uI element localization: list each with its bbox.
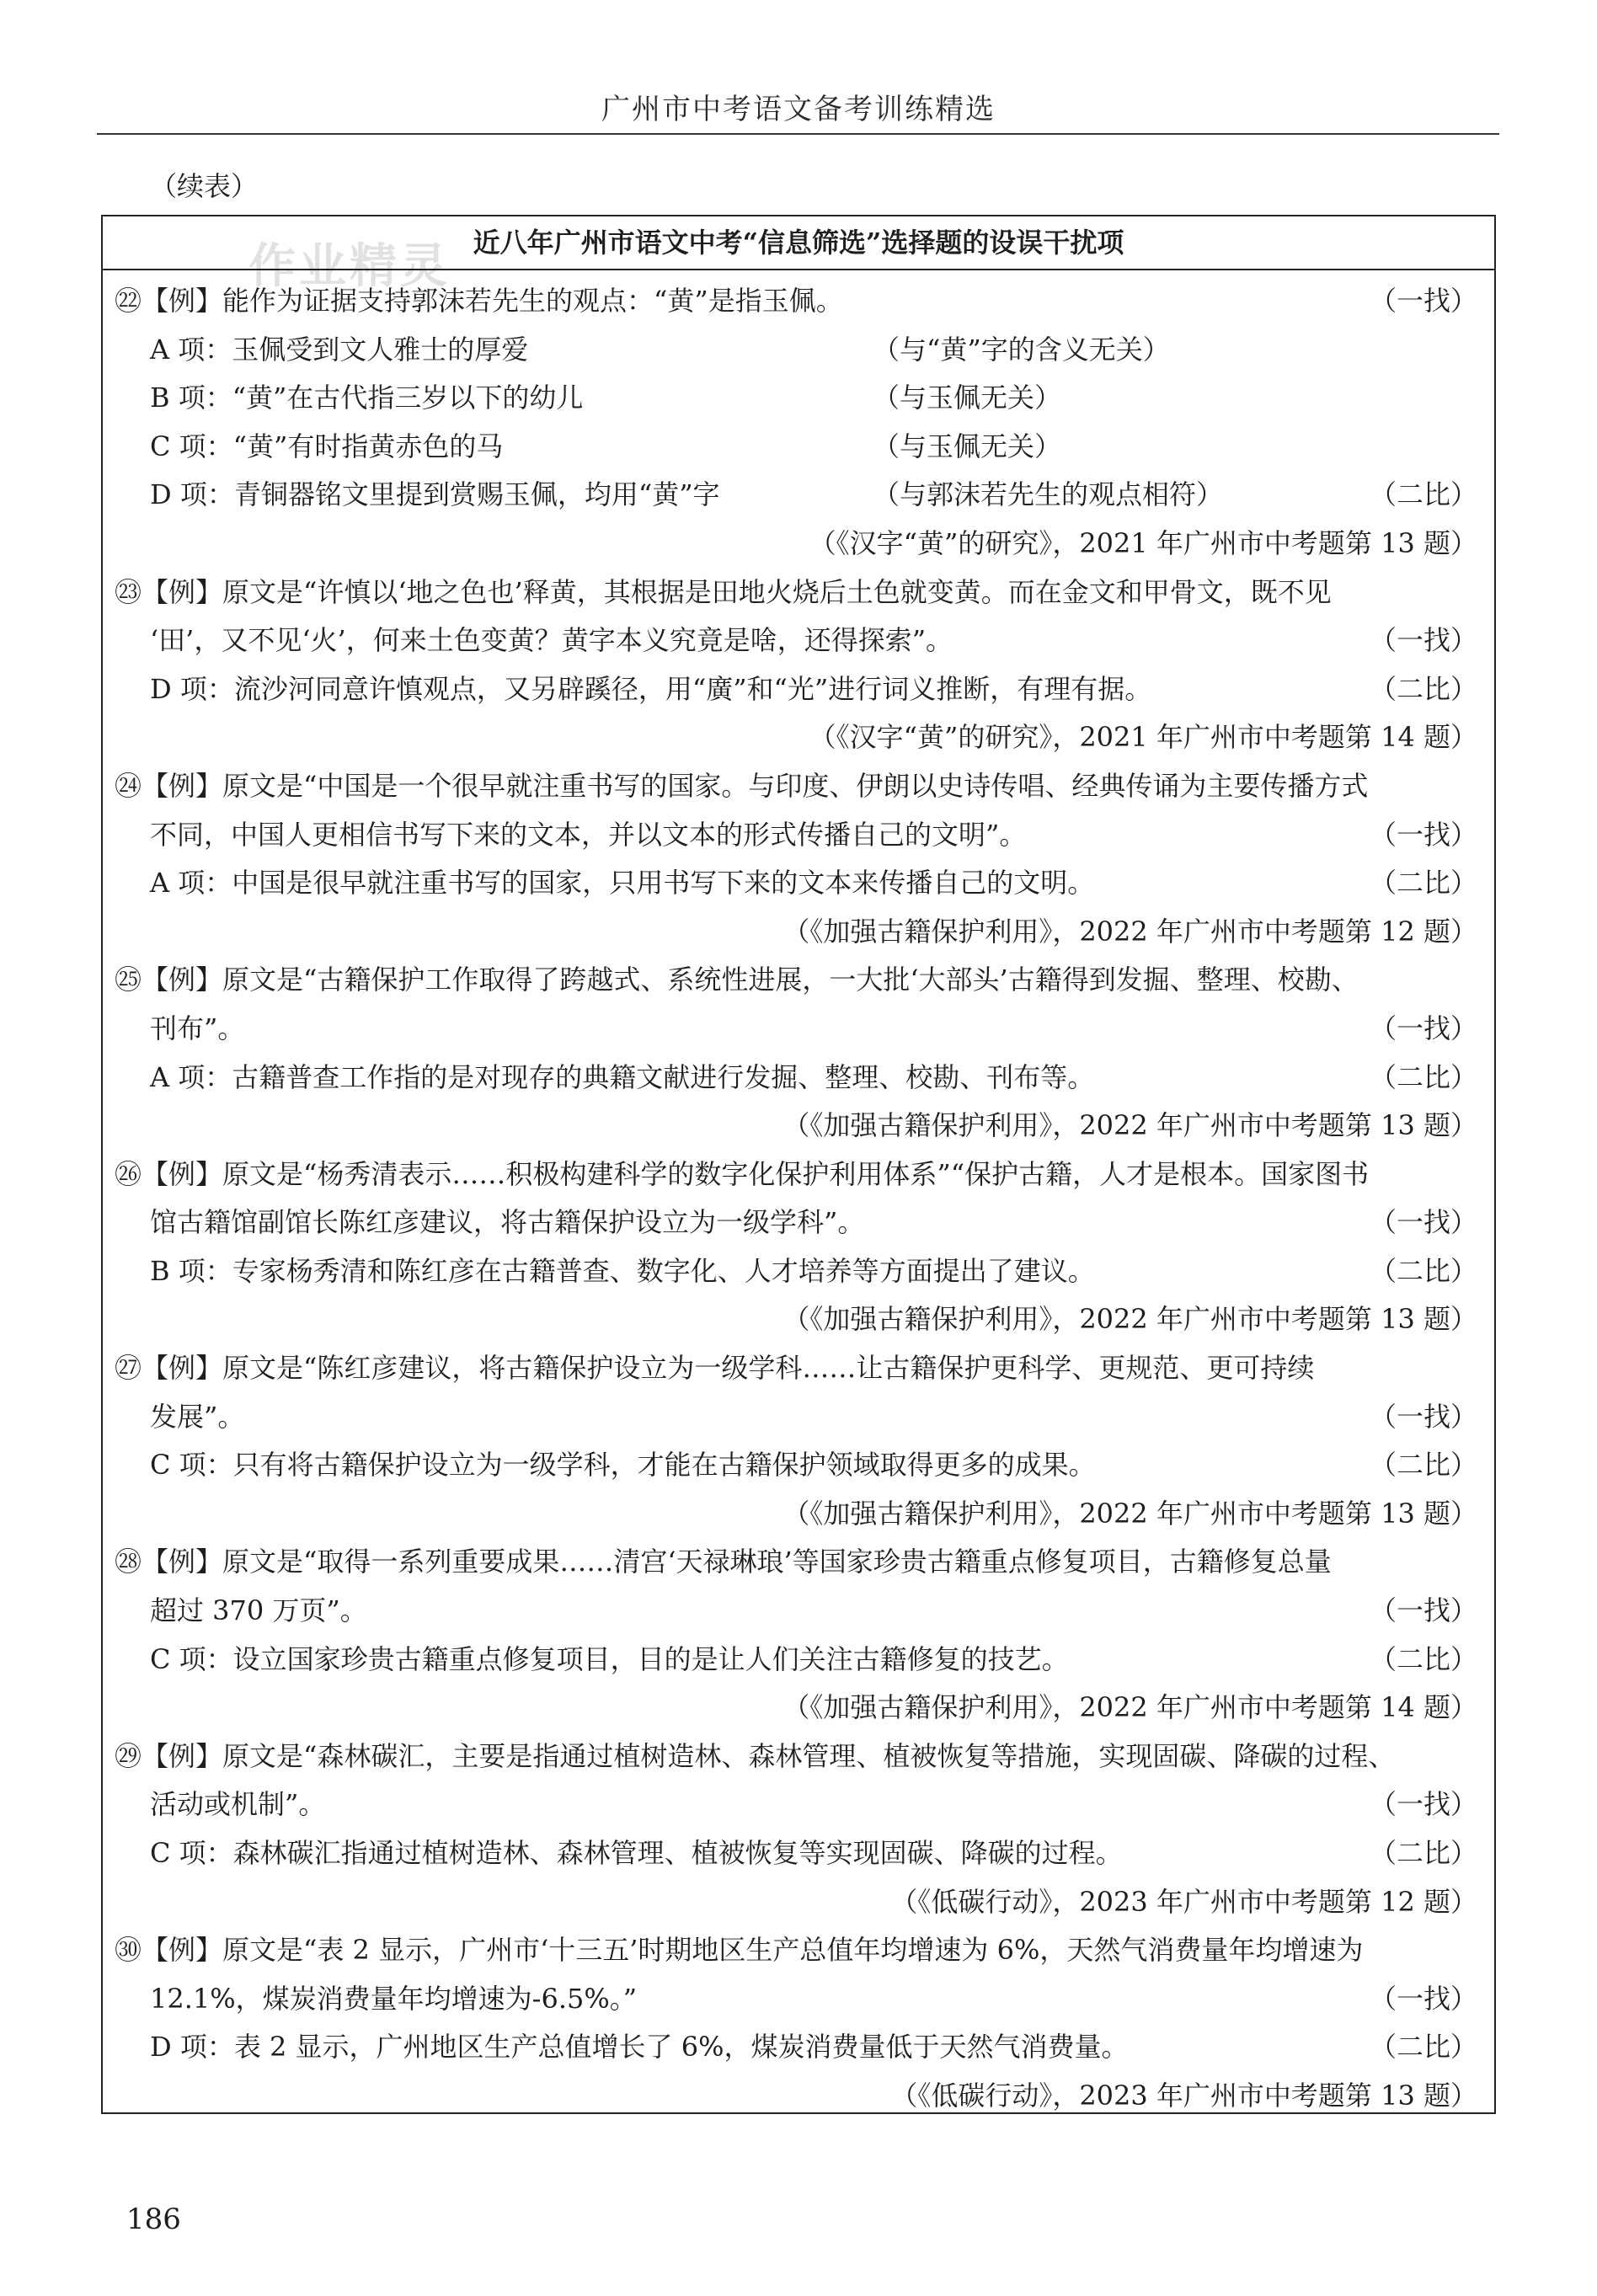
entry-line bbox=[115, 762, 1477, 811]
entry-line bbox=[115, 2023, 1477, 2072]
entry-text: ㉖【例】原文是“杨秀清表示……积极构建科学的数字化保护利用体系”“保护古籍，人才是根本。国家图书 bbox=[115, 1157, 1370, 1190]
table-title: 近八年广州市语文中考“信息筛选”选择题的设误干扰项 bbox=[103, 216, 1494, 270]
entry-source: （《低碳行动》，2023 年广州市中考题第 13 题） bbox=[890, 2079, 1477, 2112]
continued-label: （续表） bbox=[150, 170, 259, 202]
step-tag: （二比） bbox=[1369, 1254, 1477, 1287]
example-entry bbox=[115, 956, 1477, 1150]
step-tag: （一找） bbox=[1369, 285, 1477, 317]
step-tag: （二比） bbox=[1369, 478, 1477, 511]
step-tag: （一找） bbox=[1369, 1012, 1477, 1044]
header-rule bbox=[97, 133, 1499, 135]
step-tag: （一找） bbox=[1369, 1982, 1477, 2015]
entry-note: （与郭沫若先生的观点相符） bbox=[873, 478, 1224, 511]
step-tag: （一找） bbox=[1369, 624, 1477, 657]
step-tag: （二比） bbox=[1369, 2031, 1477, 2064]
entry-text: 刊布”。 bbox=[150, 1012, 245, 1044]
entry-text: 超过 370 万页”。 bbox=[150, 1594, 367, 1627]
entry-text: A 项：中国是很早就注重书写的国家，只用书写下来的文本来传播自己的文明。 bbox=[150, 867, 1095, 900]
entry-line bbox=[115, 1441, 1477, 1490]
entry-text: C 项：只有将古籍保护设立为一级学科，才能在古籍保护领域取得更多的成果。 bbox=[150, 1449, 1096, 1482]
entry-line bbox=[115, 423, 1477, 472]
step-tag: （一找） bbox=[1369, 1594, 1477, 1627]
entry-text: ㉒【例】能作为证据支持郭沫若先生的观点：“黄”是指玉佩。 bbox=[115, 285, 843, 317]
running-header: 广州市中考语文备考训练精选 bbox=[601, 93, 996, 126]
entry-line bbox=[115, 617, 1477, 665]
entry-text: B 项：“黄”在古代指三岁以下的幼儿 bbox=[150, 382, 584, 414]
entry-line bbox=[115, 1733, 1477, 1781]
entry-line bbox=[115, 1781, 1477, 1829]
step-tag: （一找） bbox=[1369, 1788, 1477, 1821]
entry-text: 活动或机制”。 bbox=[150, 1788, 326, 1821]
entry-line bbox=[115, 374, 1477, 423]
entry-text: 不同，中国人更相信书写下来的文本，并以文本的形式传播自己的文明”。 bbox=[150, 818, 1027, 851]
entry-text: ㉗【例】原文是“陈红彦建议，将古籍保护设立为一级学科……让古籍保护更科学、更规范、更可持续 bbox=[115, 1352, 1315, 1385]
entry-text: ‘田’，又不见‘火’，何来土色变黄？黄字本义究竟是啥，还得探索”。 bbox=[150, 624, 953, 657]
entry-text: ㉕【例】原文是“古籍保护工作取得了跨越式、系统性进展，一大批‘大部头’古籍得到发掘、整理、校勘、 bbox=[115, 964, 1359, 996]
entry-line bbox=[115, 1247, 1477, 1296]
example-entry bbox=[115, 277, 1477, 569]
entry-line bbox=[115, 277, 1477, 326]
entry-line bbox=[115, 326, 1477, 375]
entry-text: C 项：森林碳汇指通过植树造林、森林管理、植被恢复等实现固碳、降碳的过程。 bbox=[150, 1837, 1123, 1869]
entry-source: （《加强古籍保护利用》，2022 年广州市中考题第 14 题） bbox=[782, 1691, 1477, 1724]
entry-text: 12.1%，煤炭消费量年均增速为-6.5%。” bbox=[150, 1982, 638, 2015]
entry-text: 发展”。 bbox=[150, 1400, 245, 1433]
example-entry bbox=[115, 1538, 1477, 1732]
entry-line bbox=[115, 1538, 1477, 1587]
step-tag: （二比） bbox=[1369, 672, 1477, 705]
entry-text: 馆古籍馆副馆长陈红彦建议，将古籍保护设立为一级学科”。 bbox=[150, 1206, 865, 1239]
step-tag: （一找） bbox=[1369, 1400, 1477, 1433]
step-tag: （二比） bbox=[1369, 1837, 1477, 1869]
entry-line bbox=[115, 665, 1477, 714]
entry-source: （《汉字“黄”的研究》，2021 年广州市中考题第 13 题） bbox=[809, 526, 1477, 559]
entry-line bbox=[115, 1054, 1477, 1103]
entry-line bbox=[115, 859, 1477, 908]
table-body bbox=[103, 270, 1494, 2121]
entry-text: A 项：玉佩受到文人雅士的厚爱 bbox=[150, 333, 529, 366]
entry-line bbox=[115, 1975, 1477, 2024]
step-tag: （二比） bbox=[1369, 1060, 1477, 1093]
entry-text: D 项：青铜器铭文里提到赏赐玉佩，均用“黄”字 bbox=[150, 478, 720, 511]
entry-source: （《加强古籍保护利用》，2022 年广州市中考题第 13 题） bbox=[782, 1109, 1477, 1142]
entry-text: ㉘【例】原文是“取得一系列重要成果……清宫‘天禄琳琅’等国家珍贵古籍重点修复项目，古籍修复总量 bbox=[115, 1546, 1332, 1578]
entry-text: D 项：表 2 显示，广州地区生产总值增长了 6%，煤炭消费量低于天然气消费量。 bbox=[150, 2031, 1129, 2064]
step-tag: （二比） bbox=[1369, 1642, 1477, 1675]
example-entry bbox=[115, 1151, 1477, 1344]
entry-text: C 项：设立国家珍贵古籍重点修复项目，目的是让人们关注古籍修复的技艺。 bbox=[150, 1642, 1069, 1675]
entry-source: （《低碳行动》，2023 年广州市中考题第 12 题） bbox=[890, 1885, 1477, 1918]
step-tag: （一找） bbox=[1369, 818, 1477, 851]
entry-text: B 项：专家杨秀清和陈红彦在古籍普查、数字化、人才培养等方面提出了建议。 bbox=[150, 1254, 1095, 1287]
entry-note: （与玉佩无关） bbox=[873, 430, 1062, 462]
entry-text: D 项：流沙河同意许慎观点，又另辟蹊径，用“廣”和“光”进行词义推断，有理有据。 bbox=[150, 672, 1152, 705]
entry-text: ㉙【例】原文是“森林碳汇，主要是指通过植树造林、森林管理、植被恢复等措施，实现固碳、降碳的过程、 bbox=[115, 1739, 1396, 1772]
example-entry bbox=[115, 1344, 1477, 1538]
entry-line bbox=[115, 811, 1477, 860]
step-tag: （二比） bbox=[1369, 867, 1477, 900]
entry-text: ㉚【例】原文是“表 2 显示，广州市‘十三五’时期地区生产总值年均增速为 6%，天然气消费量年均增速为 bbox=[115, 1934, 1364, 1967]
example-entry bbox=[115, 569, 1477, 762]
entry-line bbox=[115, 1636, 1477, 1685]
entry-line bbox=[115, 1199, 1477, 1247]
entry-text: ㉓【例】原文是“许慎以‘地之色也’释黄，其根据是田地火烧后土色就变黄。而在金文和甲骨文，既不见 bbox=[115, 575, 1332, 608]
entry-line bbox=[115, 1151, 1477, 1199]
entry-source: （《加强古籍保护利用》，2022 年广州市中考题第 12 题） bbox=[782, 915, 1477, 948]
page-number: 186 bbox=[126, 2203, 181, 2236]
example-entry bbox=[115, 762, 1477, 956]
entry-source: （《汉字“黄”的研究》，2021 年广州市中考题第 14 题） bbox=[809, 721, 1477, 754]
entry-source: （《加强古籍保护利用》，2022 年广州市中考题第 13 题） bbox=[782, 1303, 1477, 1336]
example-entry bbox=[115, 1733, 1477, 1926]
entry-line bbox=[115, 956, 1477, 1005]
entry-line bbox=[115, 1005, 1477, 1054]
step-tag: （一找） bbox=[1369, 1206, 1477, 1239]
distractor-table bbox=[101, 215, 1496, 2114]
entry-line bbox=[115, 1344, 1477, 1393]
entry-line bbox=[115, 569, 1477, 617]
entry-line bbox=[115, 1587, 1477, 1636]
entry-line bbox=[115, 1393, 1477, 1442]
entry-source: （《加强古籍保护利用》，2022 年广州市中考题第 13 题） bbox=[782, 1497, 1477, 1530]
watermark: 作业精灵 bbox=[248, 239, 451, 294]
entry-line bbox=[115, 1926, 1477, 1975]
entry-text: ㉔【例】原文是“中国是一个很早就注重书写的国家。与印度、伊朗以史诗传唱、经典传诵为主要传播方式 bbox=[115, 769, 1369, 802]
entry-text: A 项：古籍普查工作指的是对现存的典籍文献进行发掘、整理、校勘、刊布等。 bbox=[150, 1060, 1095, 1093]
entry-line bbox=[115, 1829, 1477, 1878]
step-tag: （二比） bbox=[1369, 1449, 1477, 1482]
entry-text: C 项：“黄”有时指黄赤色的马 bbox=[150, 430, 504, 462]
entry-note: （与玉佩无关） bbox=[873, 382, 1062, 414]
entry-note: （与“黄”字的含义无关） bbox=[873, 333, 1170, 366]
example-entry bbox=[115, 1926, 1477, 2120]
entry-line bbox=[115, 471, 1477, 520]
